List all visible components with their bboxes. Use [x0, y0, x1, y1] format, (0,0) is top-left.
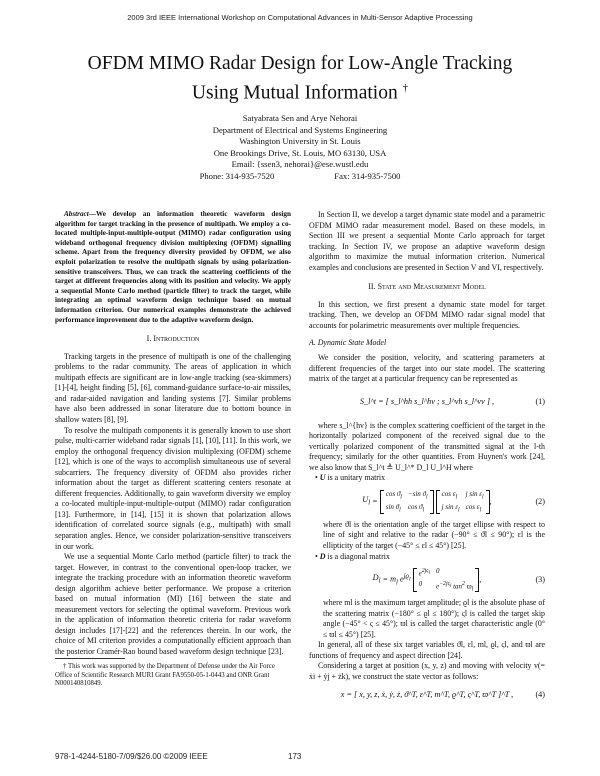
intro-paragraph-3: We use a sequential Monte Carlo method (particle filter) to track the target. However, in contrast to the conventional open-loop tracker, we integrate the tracking procedure with an information theoretic waveform design algorithm achieve better performance. We propose a criterion based on mutual information (MI) [16] between the state and measurement vectors for selecting the optimal waveform. Previous work in the application of information theoretic criteria for radar waveform design includes [17]-[22] and the references therein. In our work, the choice of MI criterion provides a computationally efficient approach than the posterior Cramér-Rao bound based waveform design technique [23]. [55, 552, 291, 656]
equation-3: $D_l$ = $m_l$ $e^{jϱ_l}$ $e^{2j\varsigma_l}$ 0 0 $e^{-2j\varsigma_l}$ $\tan^2 ϖ_l$ , (3) [372, 566, 545, 593]
equation-1-body: S_l^t = [ s_l^hh s_l^hv ; s_l^vh s_l^vv ] , [359, 397, 495, 407]
title-line-1: OFDM MIMO Radar Design for Low-Angle Tracking [87, 53, 513, 74]
right-column [309, 210, 545, 709]
bullet-diagonal-description: where ml is the maximum target amplitude; ϱl is the absolute phase of the scattering matrix (−180° ≤ ϱl ≤ 180°); ςl is called the target skip angle (−45° < ς ≤ 45°); ϖl is called the target characteristic angle (0° ≤ ϖl ≤ 45°) [25]. [323, 598, 545, 639]
author-names: Satyabrata Sen and Arye Nehorai [242, 113, 358, 123]
footnote-text: † This work was supported by the Department of Defense under the Air Force Office of Scientific Research MURI Grant FA9550-05-1-0443 and ONR Grant N000140810849. [55, 663, 275, 688]
right-paragraph-1: In Section II, we develop a target dynamic state model and a parametric OFDM MIMO radar measurement model. Based on these models, in Section III we present a sequential Monte Carlo approach for target tracking. In Section IV, we propose an adaptive waveform design algorithm to maximize the mutual information criterion. Numerical examples and conclusions are presented in Section V and VI, respectively. [309, 210, 545, 272]
abstract: Abstract—We develop an information theoretic waveform design algorithm for target tracking in the presence of multipath. We employ a co-located multiple-input-multiple-output (MIMO) radar configuration using wideband orthogonal frequency division multiplexing (OFDM) signalling scheme. Apart from the frequency diversity provided by OFDM, we also exploit polarization to resolve the multipath signals by using polarization-sensitive transceivers. Thus, we can track the scattering coefficients of the target at different frequencies along with its position and velocity. We apply a sequential Monte Carlo method (particle filter) to track the target, while integrating an optimal waveform design technique based on mutual information criterion. Our numerical examples demonstrate the achieved performance improvement due to the adaptive waveform design. [55, 210, 291, 324]
left-column [55, 210, 291, 658]
running-header: 2009 3rd IEEE International Workshop on Computational Advances in Multi-Sensor Adaptive Processing [127, 13, 473, 22]
matrix-diagonal: $e^{2j\varsigma_l}$ 0 0 $e^{-2j\varsigma_l}$ $\tan^2 ϖ_l$ [413, 566, 480, 595]
author-email: Email: {ssen3, nehorai}@ese.wustl.edu [231, 159, 369, 170]
author-address: One Brookings Drive, St. Louis, MO 63130, USA [213, 147, 387, 158]
author-contact [100, 171, 500, 183]
author-university: Washington University in St. Louis [239, 136, 361, 147]
equation-2: $U_l$ = $\cos ϑ_l$ −sin $ϑ_l$ $\sin ϑ_l$ $\cos ϑ_l$ $\cos \varepsilon_l$ j $\sin \varepsilon_l$ j $\sin \varepsilon_l$ $\cos \varepsilon_l$ , (2) [362, 489, 545, 514]
bullet-diagonal: • D is a diagonal matrix [315, 551, 390, 561]
matrix-rotation: $\cos ϑ_l$ −sin $ϑ_l$ $\sin ϑ_l$ $\cos ϑ_l$ [380, 489, 434, 516]
equation-2-number: (2) [535, 496, 545, 506]
right-paragraph-4: where s_l^{hv} is the complex scattering coefficient of the target in the horizontally polarized component of the received signal due to the vertically polarized component of the transmitted signal at the l-th frequency; similarly for the other quantities. From Huynen's work [24], we also know that S_l^t ≜ U_l^* D_l U_l^H where [309, 420, 545, 472]
author-department: Department of Electrical and Systems Engineering [212, 124, 388, 135]
author-fax: Fax: 314-935-7500 [334, 170, 401, 181]
equation-1-number: (1) [535, 397, 545, 407]
author-block [100, 113, 500, 183]
footnote [55, 658, 291, 689]
intro-paragraph-1: Tracking targets in the presence of multipath is one of the challenging problems to the radar community. The areas of application in which multipath effects are significant are in low-angle tracking (sea-skimmers) [1]-[4], height finding [5], [6], command-guidance surface-to-air missiles, and radar-aided navigation and landing systems [7]. Similar problems have also been addressed in sonar literature due to bottom bounce in shallow waters [8], [9]. [55, 351, 291, 424]
equation-3-number: (3) [535, 574, 545, 584]
matrix-ellipticity: $\cos \varepsilon_l$ j $\sin \varepsilon_l$ j $\sin \varepsilon_l$ $\cos \varepsilon_l$ [436, 489, 490, 516]
footnote-rule [55, 658, 125, 659]
author-phone: Phone: 314-935-7520 [199, 170, 275, 181]
equation-4 [309, 687, 545, 705]
equation-1 [309, 389, 545, 417]
paper-title [40, 52, 560, 106]
right-paragraph-6: Considering a target at position (x, y, z) and moving with velocity v(= ẋi + ẏj + żk), we construct the state vector as follows: [309, 661, 545, 681]
intro-paragraph-2: To resolve the multipath components it is generally known to use short pulse, multi-carrier wideband radar signals [1], [10], [11]. In this work, we employ the orthogonal frequency division multiplexing (OFDM) scheme [12], which is one of the ways to accomplish simultaneous use of several subcarriers. The frequency diversity of OFDM also provides richer information about the target as different scattering centers resonate at different frequencies. Additionally, to gain waveform diversity we employ a co-located multiple-input-multiple-output (MIMO) radar configuration [13]. Furthermore, in [14], [15] it is shown that polarization allows identification of correlated source signals (e.g., multipath) with small separation angles. Hence, we consider polarization-sensitive transceivers in our work. [55, 425, 291, 551]
right-paragraph-3: We consider the position, velocity, and scattering parameters at different frequencies of the target into our state model. The scattering matrix of the target at a particular frequency can be represented as [309, 353, 545, 384]
footer-isbn: 978-1-4244-5180-7/09/$26.00 ©2009 IEEE [55, 752, 208, 761]
section-introduction-heading: I. Introduction [146, 334, 200, 344]
right-paragraph-5: In general, all of these six target variables ϑl, εl, ml, ϱl, ςl, and ϖl are functions of frequency and aspect direction [24]. [309, 640, 545, 660]
subsection-dynamic-heading: A. Dynamic State Model [309, 338, 387, 348]
equation-4-number: (4) [535, 690, 545, 700]
right-paragraph-2: In this section, we first present a dynamic state model for target tracking. Then, we develop an OFDM MIMO radar signal model that accounts for polarimetric measurements over multiple frequencies. [309, 299, 545, 330]
footer-page-number: 173 [288, 752, 302, 761]
title-dagger: † [402, 82, 409, 94]
equation-4-body: x = [ x, y, z, ẋ, ẏ, ż, ϑ^T, ε^T, m^T, ϱ^T, ς^T, ϖ^T ]^T , [340, 690, 514, 700]
bullet-unitary: • U is a unitary matrix [315, 473, 386, 483]
title-line-2: Using Mutual Information † [191, 82, 409, 104]
section-state-heading: II. State and Measurement Model [368, 282, 486, 292]
bullet-unitary-description: where ϑl is the orientation angle of the target ellipse with respect to line of sight and relative to the radar (−90° ≤ ϑl ≤ 90°); εl is the ellipticity of the target (−45° ≤ εl ≤ 45°) [25]. [323, 519, 545, 551]
